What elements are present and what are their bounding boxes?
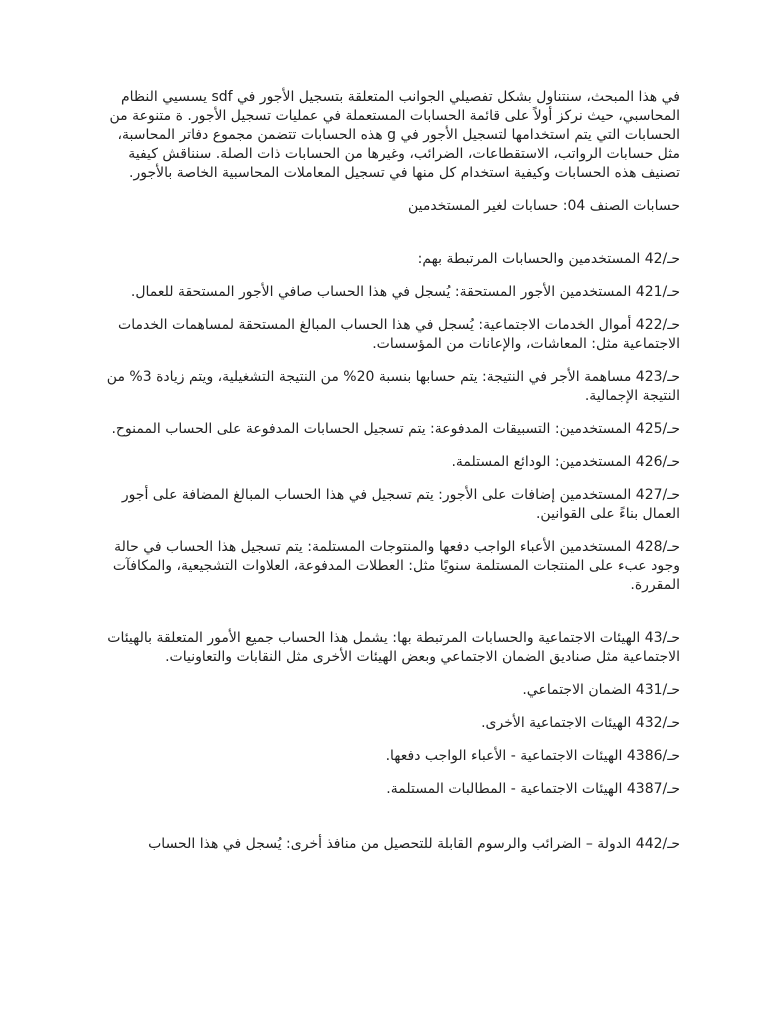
- document-body: [100, 88, 680, 854]
- account-431: حـ/431 الضمان الاجتماعي.: [522, 682, 680, 698]
- account-432: حـ/432 الهيئات الاجتماعية الأخرى.: [481, 715, 680, 731]
- intro-paragraph: في هذا المبحث، سنتناول بشكل تفصيلي الجوانب المتعلقة بتسجيل الأجور في sdf يسسيي النظام المحاسبي، حيث نركز أولاً على قائمة الحسابات المستعملة في عمليات تسجيل الأجور. ة متنوعة من الحسابات التي يتم استخدامها لتسجيل الأجور في g هذه الحسابات تتضمن مجموع دفاتر المحاسبة، مثل حسابات الرواتب، الاستقطاعات، الضرائب، وغيرها من الحسابات ذات الصلة. سنناقش كيفية تصنيف هذه الحسابات وكيفية استخدام كل منها في تسجيل المعاملات المحاسبية الخاصة بالأجور.: [109, 89, 680, 181]
- account-421: حـ/421 المستخدمين الأجور المستحقة: يُسجل في هذا الحساب صافي الأجور المستحقة للعمال.: [130, 284, 680, 300]
- account-43: حـ/43 الهيئات الاجتماعية والحسابات المرتبطة بها: يشمل هذا الحساب جميع الأمور المتعلقة بالهيئات الاجتماعية مثل صناديق الضمان الاجتماعي وبعض الهيئات الأخرى مثل النقابات والتعاونيات.: [107, 630, 680, 665]
- account-425: حـ/425 المستخدمين: التسبيقات المدفوعة: يتم تسجيل الحسابات المدفوعة على الحساب الممنوح.: [111, 421, 680, 437]
- account-442: حـ/442 الدولة – الضرائب والرسوم القابلة للتحصيل من منافذ أخرى: يُسجل في هذا الحساب: [148, 836, 680, 852]
- account-422: حـ/422 أموال الخدمات الاجتماعية: يُسجل في هذا الحساب المبالغ المستحقة لمساهمات الخدمات الاجتماعية مثل: المعاشات، والإعانات من المؤسسات.: [118, 317, 680, 352]
- account-4386: حـ/4386 الهيئات الاجتماعية - الأعباء الواجب دفعها.: [385, 748, 680, 764]
- account-426: حـ/426 المستخدمين: الودائع المستلمة.: [451, 454, 680, 470]
- account-423: حـ/423 مساهمة الأجر في النتيجة: يتم حسابها بنسبة 20% من النتيجة التشغيلية، ويتم زيادة 3% من النتيجة الإجمالية.: [106, 369, 680, 404]
- class-04-heading: حسابات الصنف 04: حسابات لغير المستخدمين: [407, 198, 680, 214]
- account-4387: حـ/4387 الهيئات الاجتماعية - المطالبات المستلمة.: [386, 781, 680, 797]
- account-42-heading: حـ/42 المستخدمين والحسابات المرتبطة بهم:: [417, 251, 680, 267]
- account-428: حـ/428 المستخدمين الأعباء الواجب دفعها والمنتوجات المستلمة: يتم تسجيل هذا الحساب في حالة وجود عبء على المنتجات المستلمة سنويًا مثل: العطلات المدفوعة، العلاوات التشجيعية، والمكافآت المقررة.: [112, 539, 680, 593]
- account-427: حـ/427 المستخدمين إضافات على الأجور: يتم تسجيل في هذا الحساب المبالغ المضافة على أجور العمال بناءً على القوانين.: [121, 487, 680, 522]
